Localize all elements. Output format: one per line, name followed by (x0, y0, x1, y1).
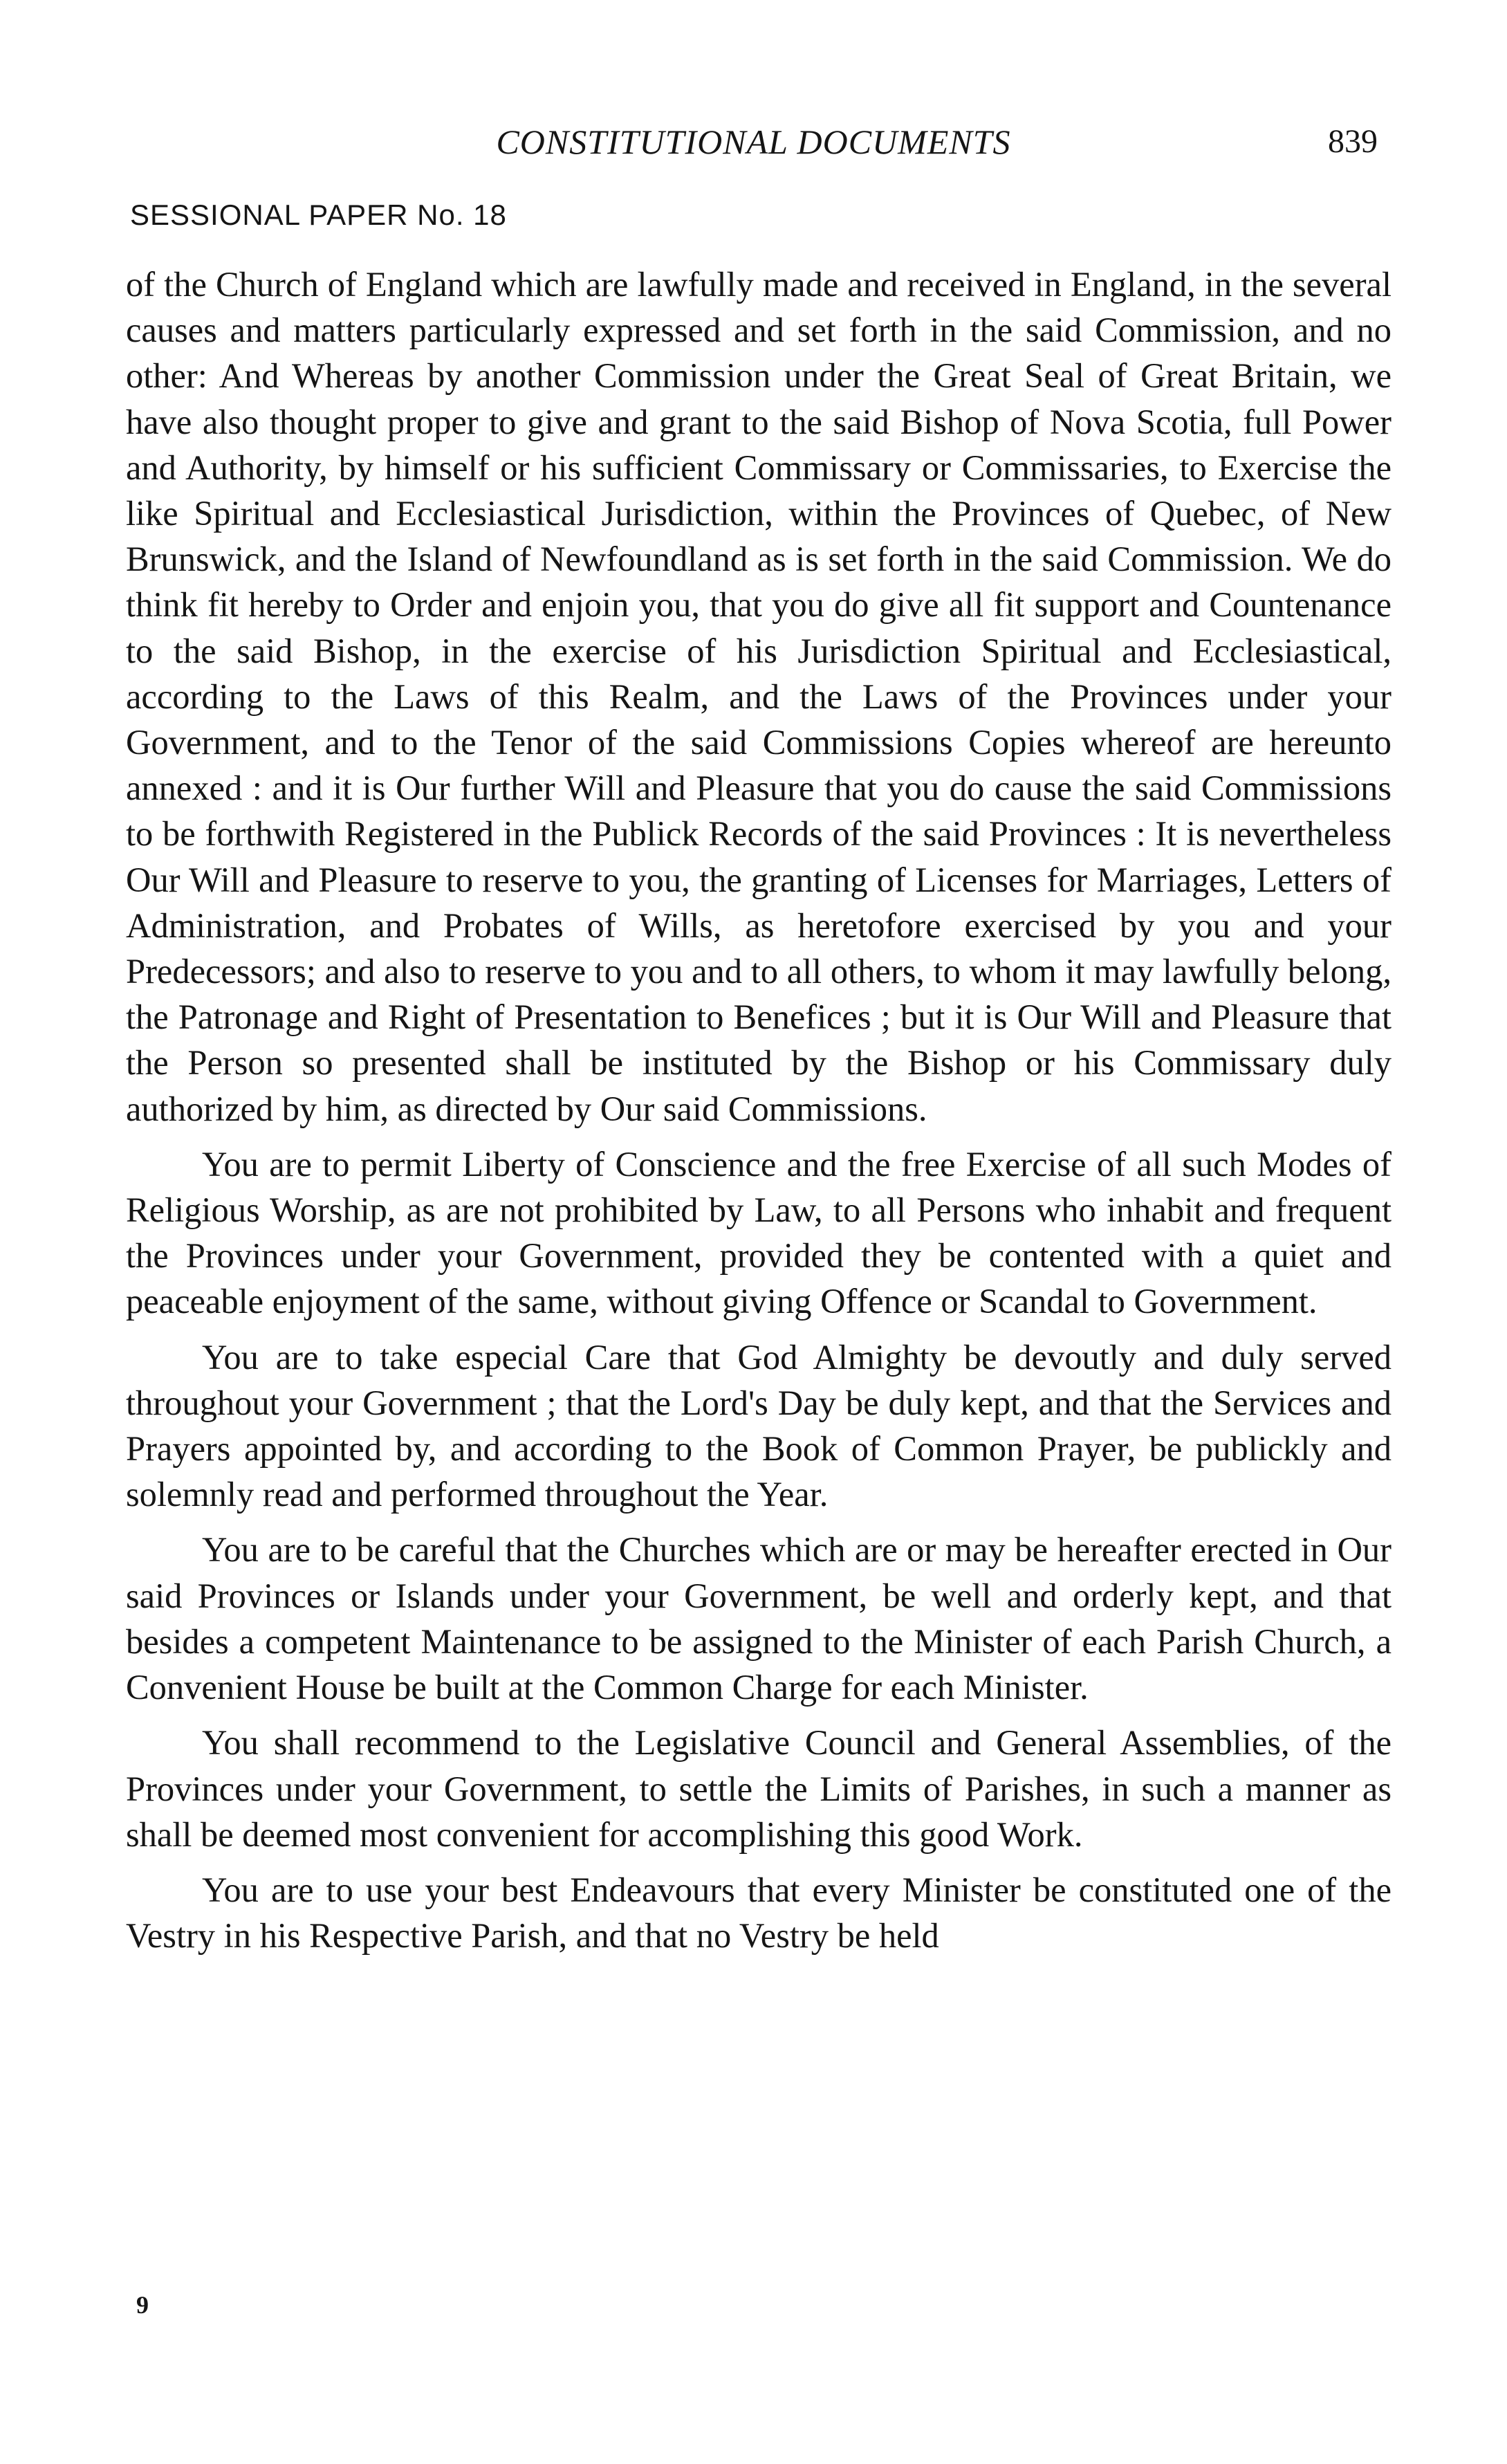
page-number: 839 (1328, 123, 1378, 160)
paragraph: of the Church of England which are lawfully made and received in England, in the several causes and matters particularly expressed and set forth in the said Commission, and no other: And Whereas by another Commission under the Great Seal of Great Britain, we have also thought proper to give and grant to the said Bishop of Nova Scotia, full Power and Authority, by himself or his sufficient Commissary or Commissaries, to Exercise the like Spiritual and Ecclesiastical Jurisdiction, within the Provinces of Quebec, of New Brunswick, and the Island of Newfoundland as is set forth in the said Commission. We do think fit hereby to Order and enjoin you, that you do give all fit support and Countenance to the said Bishop, in the exercise of his Jurisdiction Spiritual and Ecclesiastical, according to the Laws of this Realm, and the Laws of the Provinces under your Government, and to the Tenor of the said Commissions Copies whereof are hereunto annexed : and it is Our further Will and Pleasure that you do cause the said Commissions to be forthwith Registered in the Publick Records of the said Provinces : It is nevertheless Our Will and Pleasure to reserve to you, the granting of Licenses for Marriages, Letters of Administration, and Probates of Wills, as heretofore exercised by you and your Predecessors; and also to reserve to you and to all others, to whom it may lawfully belong, the Patronage and Right of Presentation to Benefices ; but it is Our Will and Pleasure that the Person so presented shall be instituted by the Bishop or his Commissary duly authorized by him, as directed by Our said Commissions. (126, 265, 1392, 1128)
paragraph: You are to take especial Care that God Almighty be devoutly and duly served throughout your Government ; that the Lord's Day be duly kept, and that the Services and Prayers appointed by, and according to the Book of Common Prayer, be publickly and solemnly read and performed throughout the Year. (126, 1337, 1392, 1514)
paragraph: You are to use your best Endeavours that every Minister be constituted one of the Vestry in his Respective Parish, and that no Vestry be held (126, 1870, 1392, 1956)
paragraph: You shall recommend to the Legislative Council and General Assemblies, of the Provinces under your Government, to settle the Limits of Parishes, in such a manner as shall be deemed most convenient for accomplishing this good Work. (126, 1723, 1392, 1854)
paragraph: You are to permit Liberty of Conscience and the free Exercise of all such Modes of Religious Worship, as are not prohibited by Law, to all Persons who inhabit and frequent the Provinces under your Government, provided they be contented with a quiet and peaceable enjoyment of the same, without giving Offence or Scandal to Government. (126, 1144, 1392, 1321)
sessional-paper-label: SESSIONAL PAPER No. 18 (130, 199, 507, 231)
paragraph: You are to be careful that the Churches which are or may be hereafter erected in Our said Provinces or Islands under your Government, be well and orderly kept, and that besides a competent Maintenance to be assigned to the Minister of each Parish Church, a Convenient House be built at the Common Charge for each Minister. (126, 1530, 1392, 1707)
body-text (126, 261, 1392, 1958)
signature-mark: 9 (136, 2291, 149, 2319)
running-title: CONSTITUTIONAL DOCUMENTS (496, 122, 1011, 161)
